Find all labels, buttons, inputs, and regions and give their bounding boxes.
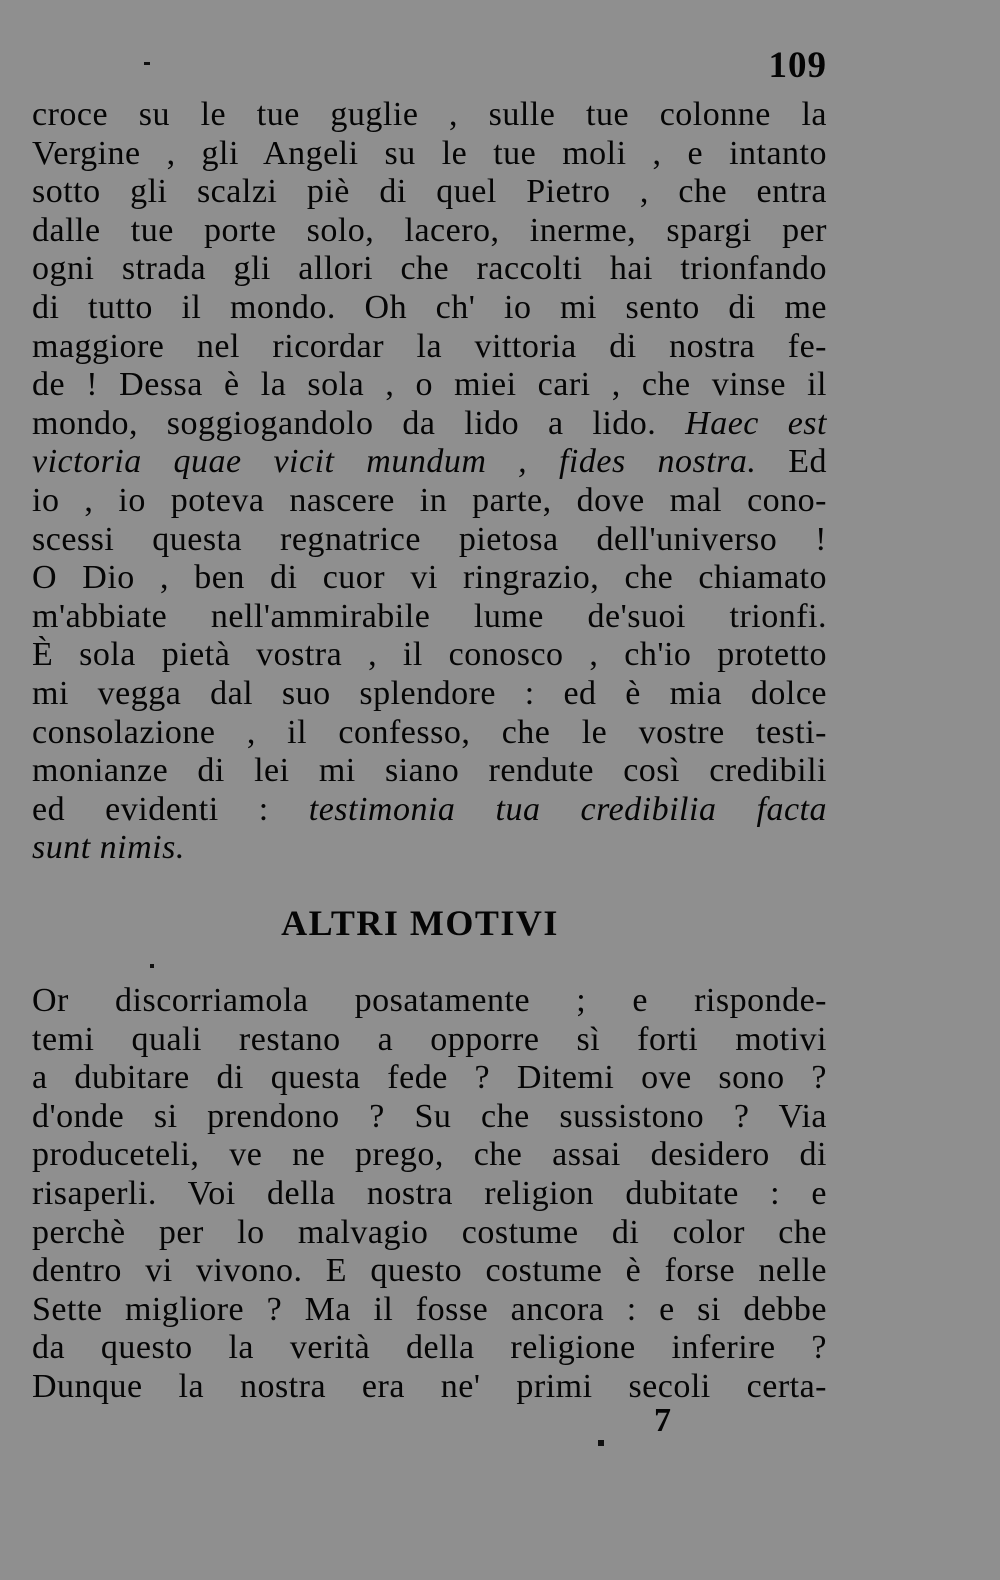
text-segment: ed evidenti :	[32, 790, 309, 828]
text-line	[32, 405, 827, 444]
text-line: m'abbiate nell'ammirabile lume de'suoi trionfi.	[32, 597, 827, 635]
text-line: maggiore nel ricordar la vittoria di nostra fe-	[32, 327, 827, 365]
latin-quote: Haec est	[685, 404, 827, 442]
text-line: a dubitare di questa fede ? Ditemi ove sono ?	[32, 1059, 827, 1097]
latin-quote: victoria quae vicit mundum , fides nostra.	[32, 443, 757, 481]
text-line: dentro vi vivono. E questo costume è forse nelle	[32, 1252, 827, 1290]
text-line: temi quali restano a opporre sì forti motivi	[32, 1020, 827, 1058]
text-segment: mondo, soggiogandolo da lido a lido.	[32, 404, 686, 442]
text-segment: Ed	[756, 443, 827, 481]
text-line: d'onde si prendono ? Su che sussistono ? Via	[32, 1097, 827, 1135]
ink-speck	[150, 964, 154, 968]
text-line: da questo la verità della religione inferire ?	[32, 1329, 827, 1367]
text-line: de ! Dessa è la sola , o miei cari , che vinse il	[32, 366, 827, 404]
text-line: produceteli, ve ne prego, che assai desidero di	[32, 1136, 827, 1174]
text-line: risaperli. Voi della nostra religion dubitate : e	[32, 1174, 827, 1212]
text-line: io , io poteva nascere in parte, dove mal cono-	[32, 481, 827, 519]
text-line	[32, 829, 827, 868]
page-number: 109	[768, 45, 827, 86]
text-line: Vergine , gli Angeli su le tue moli , e intanto	[32, 134, 827, 172]
text-line: dalle tue porte solo, lacero, inerme, spargi per	[32, 211, 827, 249]
ink-speck	[598, 1440, 604, 1446]
text-line: croce su le tue guglie , sulle tue colonne la	[32, 96, 827, 133]
latin-quote: testimonia tua credibilia facta	[308, 790, 827, 828]
text-line: sotto gli scalzi piè di quel Pietro , che entra	[32, 173, 827, 211]
body-text-section-1	[32, 96, 827, 868]
body-text-section-2	[32, 982, 827, 1407]
text-line: perchè per lo malvagio costume di color che	[32, 1213, 827, 1251]
text-line: O Dio , ben di cuor vi ringrazio, che chiamato	[32, 559, 827, 597]
ink-speck	[144, 62, 150, 65]
text-line: monianze di lei mi siano rendute così credibili	[32, 752, 827, 790]
latin-quote: sunt nimis.	[32, 829, 185, 867]
text-line	[32, 791, 827, 830]
text-line: consolazione , il confesso, che le vostre testi-	[32, 713, 827, 751]
text-line: Or discorriamola posatamente ; e risponde-	[32, 982, 827, 1019]
signature-mark: 7	[654, 1402, 671, 1439]
text-line: È sola pietà vostra , il conosco , ch'io protetto	[32, 636, 827, 674]
section-heading: ALTRI MOTIVI	[281, 903, 559, 943]
text-line: ogni strada gli allori che raccolti hai trionfando	[32, 250, 827, 288]
text-line: di tutto il mondo. Oh ch' io mi sento di me	[32, 288, 827, 326]
text-line: scessi questa regnatrice pietosa dell'universo !	[32, 520, 827, 558]
text-line: Dunque la nostra era ne' primi secoli certa-	[32, 1367, 827, 1405]
text-line: Sette migliore ? Ma il fosse ancora : e si debbe	[32, 1290, 827, 1328]
text-line: mi vegga dal suo splendore : ed è mia dolce	[32, 674, 827, 712]
text-line	[32, 443, 827, 482]
